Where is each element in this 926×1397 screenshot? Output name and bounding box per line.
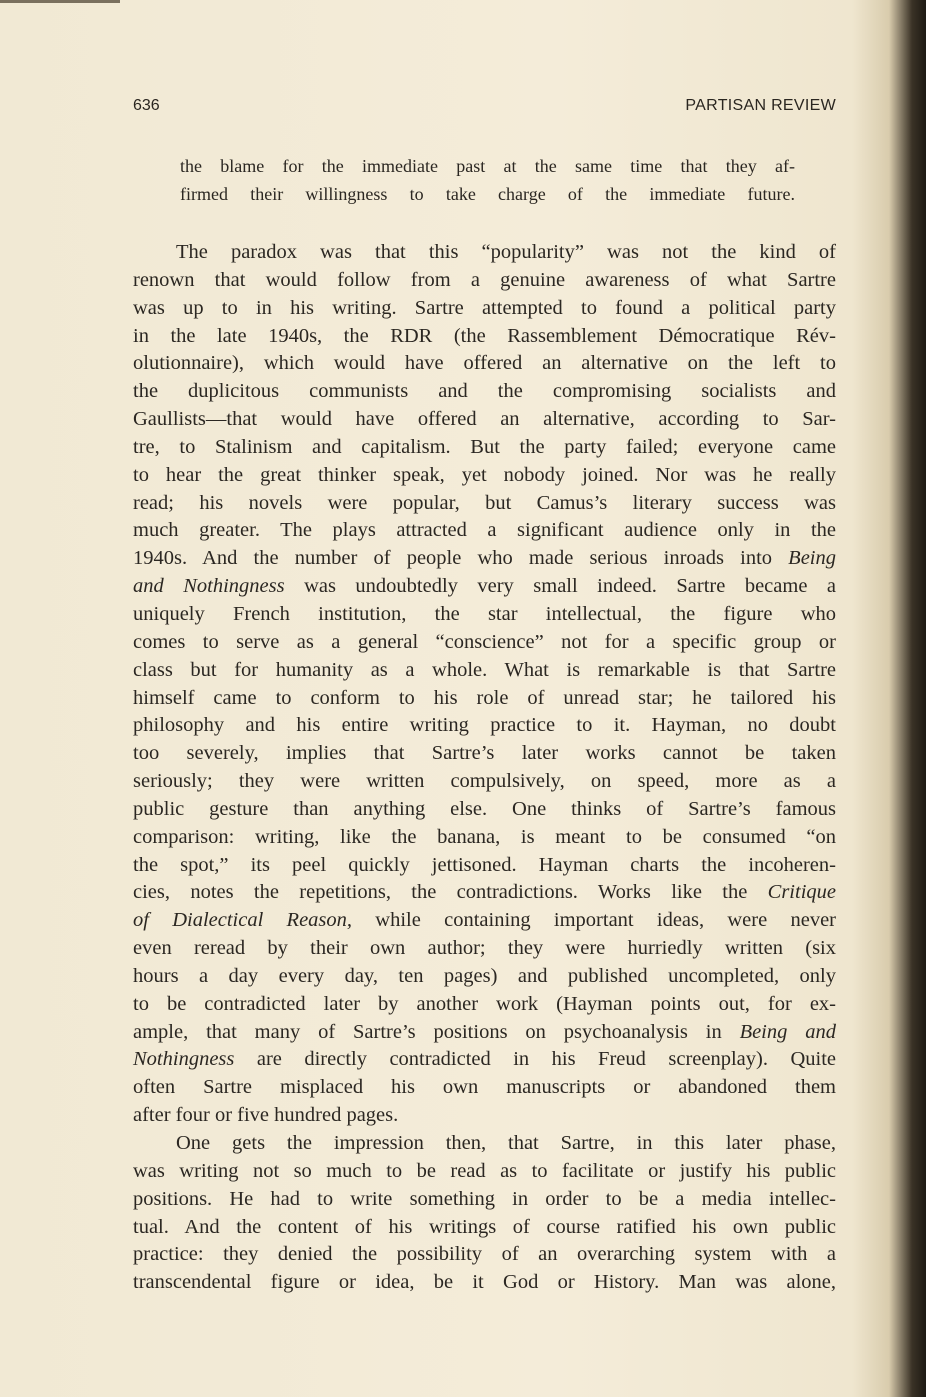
text-line xyxy=(133,1186,836,1214)
text-segment: One gets the impression then, that Sartre, in this later phase, xyxy=(176,1132,836,1154)
text-line xyxy=(133,434,836,462)
text-segment: to be contradicted later by another work (Hayman points out, for ex- xyxy=(133,992,836,1015)
text-segment: renown that would follow from a genuine awareness of what Sartre xyxy=(133,268,836,291)
running-header xyxy=(133,97,836,119)
text-line xyxy=(133,1074,836,1102)
text-line xyxy=(133,712,836,740)
text-line xyxy=(133,740,836,768)
text-line xyxy=(133,295,836,323)
text-segment: The paradox was that this “popularity” was not the kind of xyxy=(176,241,836,263)
text-line xyxy=(180,152,795,180)
text-segment: firmed their willingness to take charge of the immediate future. xyxy=(180,184,795,204)
text-segment: olutionnaire), which would have offered an alternative on the left to xyxy=(133,352,836,375)
italic-title: Being and xyxy=(739,1020,836,1043)
text-segment: class but for humanity as a whole. What is remarkable is that Sartre xyxy=(133,658,836,681)
text-segment: himself came to conform to his role of unread star; he tailored his xyxy=(133,686,836,709)
text-line xyxy=(133,685,836,713)
text-segment: the spot,” its peel quickly jettisoned. Hayman charts the incoheren- xyxy=(133,853,836,876)
italic-title: Nothingness xyxy=(133,1048,235,1071)
text-line xyxy=(133,1130,836,1158)
text-line xyxy=(133,1158,836,1186)
text-line xyxy=(133,1269,836,1297)
text-segment: tual. And the content of his writings of course ratified his own public xyxy=(133,1215,836,1238)
text-line xyxy=(180,180,795,208)
text-line xyxy=(133,796,836,824)
text-line xyxy=(133,1019,836,1047)
text-line xyxy=(133,963,836,991)
text-line xyxy=(133,545,836,573)
text-segment: much greater. The plays attracted a significant audience only in the xyxy=(133,519,836,542)
text-line xyxy=(133,1102,836,1130)
text-segment: was up to in his writing. Sartre attempted to found a political party xyxy=(133,296,836,319)
journal-title: PARTISAN REVIEW xyxy=(685,97,836,114)
text-line xyxy=(133,657,836,685)
text-line xyxy=(133,768,836,796)
text-segment: tre, to Stalinism and capitalism. But the party failed; everyone came xyxy=(133,435,836,458)
text-segment: hours a day every day, ten pages) and published uncompleted, only xyxy=(133,964,836,987)
italic-title: Being xyxy=(788,547,836,570)
italic-title: Critique xyxy=(767,881,836,904)
text-segment: the duplicitous communists and the compromising socialists and xyxy=(133,380,836,403)
text-line xyxy=(133,1241,836,1269)
text-segment: uniquely French institution, the star intellectual, the figure who xyxy=(133,602,836,625)
text-line xyxy=(133,1214,836,1242)
text-line xyxy=(133,852,836,880)
text-line xyxy=(133,323,836,351)
text-line xyxy=(133,879,836,907)
text-segment: comes to serve as a general “conscience” not for a specific group or xyxy=(133,630,836,653)
text-line xyxy=(133,517,836,545)
text-segment: positions. He had to write something in order to be a media intellec- xyxy=(133,1187,836,1210)
text-segment: was undoubtedly very small indeed. Sartre became a xyxy=(284,575,836,598)
text-line xyxy=(133,907,836,935)
text-line xyxy=(133,462,836,490)
text-line xyxy=(133,824,836,852)
text-line xyxy=(133,239,836,267)
text-segment: philosophy and his entire writing practice to it. Hayman, no doubt xyxy=(133,714,836,737)
text-segment: was writing not so much to be read as to facilitate or justify his public xyxy=(133,1159,836,1182)
italic-title: and Nothingness xyxy=(133,575,285,598)
text-line xyxy=(133,406,836,434)
text-line xyxy=(133,573,836,601)
text-segment: public gesture than anything else. One thinks of Sartre’s famous xyxy=(133,797,836,820)
italic-title: of Dialectical Reason, xyxy=(133,909,353,932)
block-quote xyxy=(180,152,795,208)
text-segment: practice: they denied the possibility of an overarching system with a xyxy=(133,1243,836,1266)
text-line xyxy=(133,378,836,406)
text-segment: Gaullists—that would have offered an alternative, according to Sar- xyxy=(133,408,836,431)
page-number: 636 xyxy=(133,97,160,114)
text-segment: transcendental figure or idea, be it God or History. Man was alone, xyxy=(133,1271,836,1294)
text-segment: 1940s. And the number of people who made serious inroads into xyxy=(133,547,789,570)
text-segment: comparison: writing, like the banana, is meant to be consumed “on xyxy=(133,825,836,848)
text-line xyxy=(133,935,836,963)
text-segment: to hear the great thinker speak, yet nobody joined. Nor was he really xyxy=(133,463,836,486)
text-line xyxy=(133,601,836,629)
text-line xyxy=(133,490,836,518)
text-segment: cies, notes the repetitions, the contradictions. Works like the xyxy=(133,881,768,904)
text-line xyxy=(133,350,836,378)
text-line xyxy=(133,629,836,657)
page-edge-line xyxy=(0,0,120,3)
text-segment: while containing important ideas, were never xyxy=(352,909,836,932)
text-segment: seriously; they were written compulsively, on speed, more as a xyxy=(133,770,836,793)
text-line xyxy=(133,267,836,295)
text-line xyxy=(133,991,836,1019)
text-segment: too severely, implies that Sartre’s later works cannot be taken xyxy=(133,742,836,765)
text-segment: after four or five hundred pages. xyxy=(133,1104,399,1127)
text-segment: in the late 1940s, the RDR (the Rassemblement Démocratique Rév- xyxy=(133,324,836,347)
text-segment: read; his novels were popular, but Camus’s literary success was xyxy=(133,491,836,514)
text-segment: often Sartre misplaced his own manuscripts or abandoned them xyxy=(133,1076,836,1099)
text-line xyxy=(133,1046,836,1074)
text-segment: ample, that many of Sartre’s positions on psychoanalysis in xyxy=(133,1020,740,1043)
text-segment: are directly contradicted in his Freud screenplay). Quite xyxy=(234,1048,836,1071)
text-segment: the blame for the immediate past at the same time that they af- xyxy=(180,156,795,176)
body-text xyxy=(133,239,836,1297)
text-segment: even reread by their own author; they were hurriedly written (six xyxy=(133,937,836,960)
